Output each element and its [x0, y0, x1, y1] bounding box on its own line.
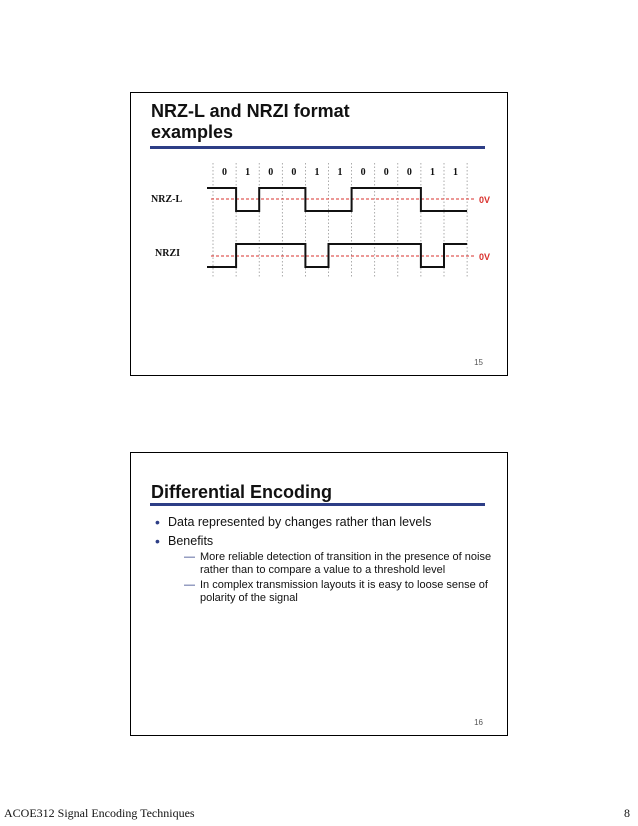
bit-label: 0 [383, 167, 389, 178]
slide-16 [130, 452, 508, 736]
slide-15 [130, 92, 508, 376]
zero-label-nrzi: 0V [479, 252, 491, 262]
bit-label: 0 [291, 167, 297, 178]
slide-title: Differential Encoding [151, 482, 333, 502]
bullet-item [153, 532, 493, 605]
sub-bullet-text: In complex transmission layouts it is easy to loose sense of polarity of the signal [200, 579, 488, 604]
zero-label-nrzl: 0V [479, 195, 491, 205]
sub-bullet-item [186, 579, 493, 605]
bit-label: 1 [337, 167, 343, 178]
bit-label: 1 [429, 167, 435, 178]
title-rule [150, 146, 485, 149]
slide-title: NRZ-L and NRZI format examples [151, 101, 350, 142]
bit-label: 0 [360, 167, 366, 178]
bit-label: 0 [406, 167, 412, 178]
bit-label: 0 [268, 167, 274, 178]
nrzi-label: NRZI [155, 248, 181, 259]
bullet-text: Benefits [168, 534, 214, 548]
slide-number: 16 [474, 718, 483, 727]
footer-course-title: ACOE312 Signal Encoding Techniques [4, 806, 195, 820]
footer-page-number: 8 [624, 806, 630, 820]
nrzl-label: NRZ-L [151, 194, 183, 205]
sub-bullet-item [186, 551, 493, 577]
nrz-diagram [131, 155, 507, 285]
bit-label: 1 [245, 167, 251, 178]
bullet-text: Data represented by changes rather than levels [168, 515, 432, 529]
bullet-item [153, 513, 493, 532]
bullet-list [153, 513, 493, 607]
slide-number: 15 [474, 358, 483, 367]
title-rule [150, 503, 485, 506]
sub-bullet-list [168, 551, 493, 605]
bit-label: 1 [314, 167, 320, 178]
bit-label: 0 [222, 167, 228, 178]
bit-label: 1 [453, 167, 459, 178]
sub-bullet-text: More reliable detection of transition in the presence of noise rather than to compare a value to a threshold level [200, 551, 492, 576]
